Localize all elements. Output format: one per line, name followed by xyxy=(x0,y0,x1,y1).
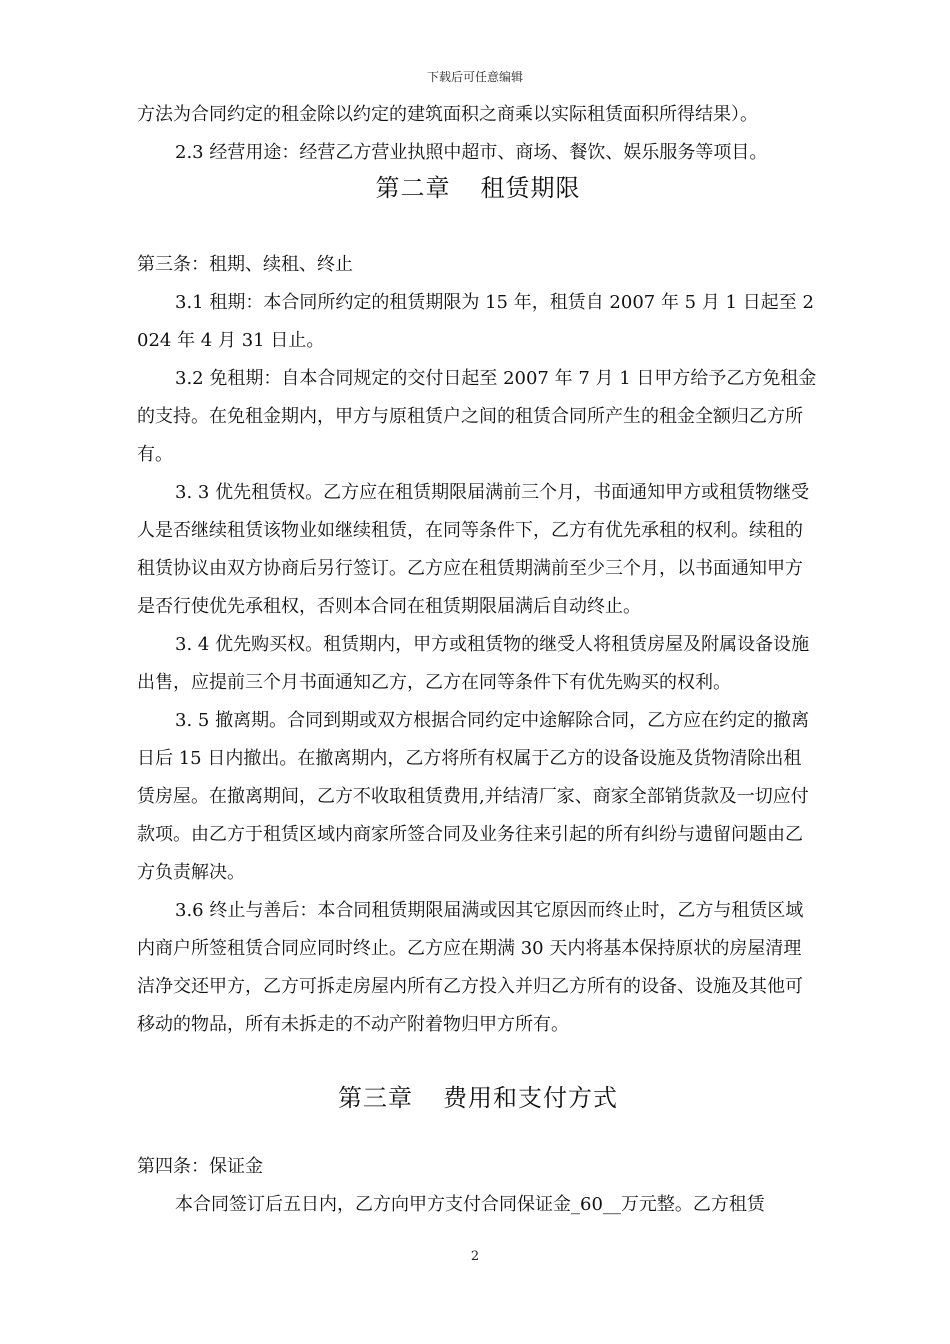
paragraph-3-3: 3. 3 优先租赁权。乙方应在租赁期限届满前三个月，书面通知甲方或租赁物继受人是否继续租赁该物业如继续租赁，在同等条件下，乙方有优先承租的权利。续租的租赁协议由双方协商后另行签订。乙方应在租赁期满前至少三个月，以书面通知甲方是否行使优先承租权，否则本合同在租赁期限届满后自动终止。 xyxy=(137,482,810,617)
paragraph-3-1: 3.1 租期：本合同所约定的租赁期限为 15 年，租赁自 2007 年 5 月 1 日起至 2024 年 4 月 31 日止。 xyxy=(137,292,814,351)
paragraph-2-3: 2.3 经营用途：经营乙方营业执照中超市、商场、餐饮、娱乐服务等项目。 xyxy=(175,142,768,163)
paragraph-4-1 xyxy=(137,1186,819,1224)
article-heading-4: 第四条：保证金 xyxy=(137,1156,263,1177)
paragraph-3-4: 3. 4 优先购买权。租赁期内，甲方或租赁物的继受人将租赁房屋及附属设备设施出售，应提前三个月书面通知乙方，乙方在同等条件下有优先购买的权利。 xyxy=(137,634,810,693)
paragraph-3-5: 3. 5 撤离期。合同到期或双方根据合同约定中途解除合同，乙方应在约定的撤离日后 15 日内撤出。在撤离期内，乙方将所有权属于乙方的设备设施及货物清除出租赁房屋。在撤离期间，乙方不收取租赁费用,并结清厂家、商家全部销货款及一切应付款项。由乙方于租赁区域内商家所签合同及业务往来引起的所有纠纷与遗留问题由乙方负责解决。 xyxy=(137,710,810,883)
deposit-text-start: 本合同签订后五日内，乙方向甲方支付合同保证金 xyxy=(175,1194,571,1215)
chapter-prefix: 第二章 xyxy=(375,174,451,202)
chapter-heading-3 xyxy=(137,1078,819,1118)
paragraph-3-2: 3.2 免租期：自本合同规定的交付日起至 2007 年 7 月 1 日甲方给予乙方免租金的支持。在免租金期内，甲方与原租赁户之间的租赁合同所产生的租金全额归乙方所有。 xyxy=(137,368,817,465)
header-note: 下载后可任意编辑 xyxy=(426,70,523,84)
page-number: 2 xyxy=(470,1249,480,1264)
deposit-amount: _60__ xyxy=(571,1194,621,1215)
paragraph-3-6: 3.6 终止与善后：本合同租赁期限届满或因其它原因而终止时，乙方与租赁区域内商户所签租赁合同应同时终止。乙方应在期满 30 天内将基本保持原状的房屋清理洁净交还甲方，乙方可拆走房屋内所有乙方投入并归乙方所有的设备、设施及其他可移动的物品，所有未拆走的不动产附着物归甲方所有。 xyxy=(137,900,804,1035)
document-body xyxy=(137,96,819,1224)
chapter-title: 费用和支付方式 xyxy=(443,1084,618,1112)
chapter-heading-2 xyxy=(137,168,819,208)
paragraph-continuation: 方法为合同约定的租金除以约定的建筑面积之商乘以实际租赁面积所得结果）。 xyxy=(137,104,758,125)
deposit-text-end: 万元整。乙方租赁 xyxy=(620,1194,765,1215)
article-heading-3: 第三条：租期、续租、终止 xyxy=(137,254,353,275)
chapter-title: 租赁期限 xyxy=(480,174,581,202)
chapter-prefix: 第三章 xyxy=(338,1084,413,1112)
